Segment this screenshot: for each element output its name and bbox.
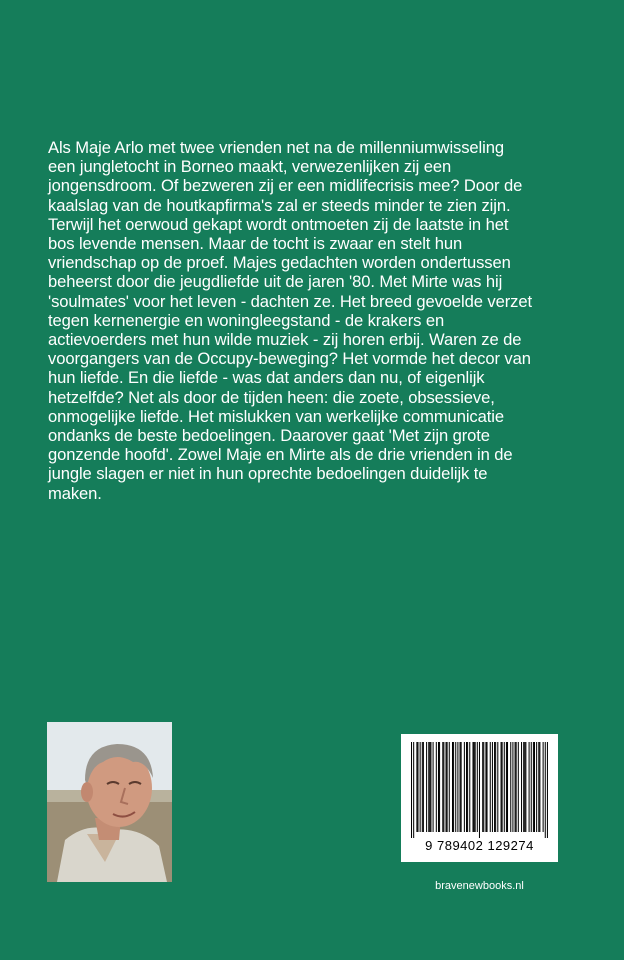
author-portrait-icon bbox=[47, 722, 172, 882]
author-photo bbox=[47, 722, 172, 882]
blurb-text: Als Maje Arlo met twee vrienden net na de millenniumwisseling een jungletocht in Borneo maakt, verwezenlijken zij een jongensdroom. Of bezweren zij er een midlifecrisis mee? Door de kaalslag van de houtkapfirma's zal er steeds minder te zien zijn. Terwijl het oerwoud gekapt wordt ontmoeten zij de laatste in het bos levende mensen. Maar de tocht is zwaar en stelt hun vriendschap op de proef. Majes gedachten worden ondertussen beheerst door die jeugdliefde uit de jaren '80. Met Mirte was hij 'soulmates' voor het leven - dachten ze. Het breed gevoelde verzet tegen kernenergie en woningleegstand - de krakers en actievoerders met hun wilde muziek - zij horen erbij. Waren ze de voorgangers van de Occupy-beweging? Het vormde het decor van hun liefde. En die liefde - was dat anders dan nu, of eigenlijk hetzelfde? Net als door de tijden heen: die zoete, obsessieve, onmogelijke liefde. Het mislukken van werkelijke communicatie ondanks de beste bedoelingen. Daarover gaat 'Met zijn grote gonzende hoofd'. Zowel Maje en Mirte als de drie vrienden in de jungle slagen er niet in hun oprechte bedoelingen duidelijk te maken. bbox=[48, 138, 533, 503]
barcode-icon bbox=[411, 742, 548, 838]
publisher-label: bravenewbooks.nl bbox=[435, 880, 524, 892]
isbn-number: 9 789402 129274 bbox=[425, 838, 534, 853]
isbn-barcode bbox=[401, 734, 558, 862]
